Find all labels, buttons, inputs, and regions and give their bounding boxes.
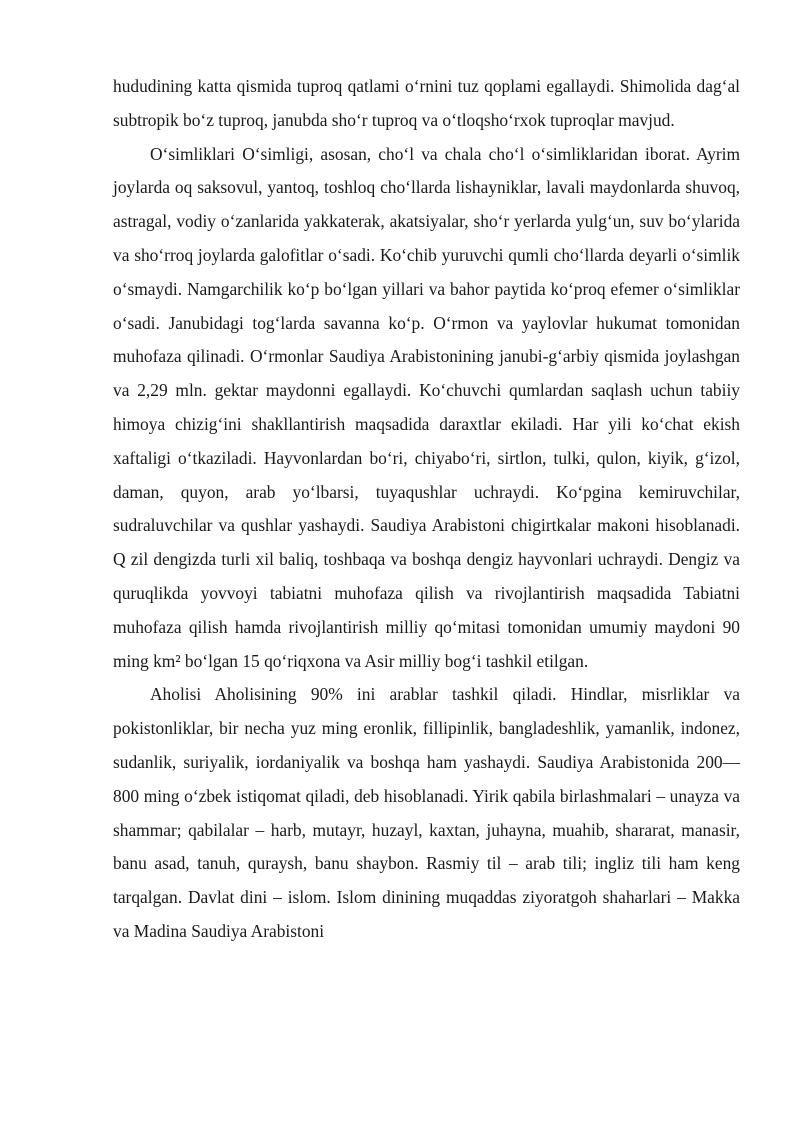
paragraph-population: Aholisi Aholisining 90% ini arablar tashkil qiladi. Hindlar, misrliklar va pokistonliklar, bir necha yuz ming eronlik, fillipinlik, bangladeshlik, yamanlik, indonez, sudanlik, suriyalik, iordaniyalik va boshqa ham yashaydi. Saudiya Arabistonida 200—800 ming oʻzbek istiqomat qiladi, deb hisoblanadi. Yirik qabila birlashmalari – unayza va shammar; qabilalar – harb, mutayr, huzayl, kaxtan, juhayna, muahib, shararat, manasir, banu asad, tanuh, quraysh, banu shaybon. Rasmiy til – arab tili; ingliz tili ham keng tarqalgan. Davlat dini – islom. Islom dinining muqaddas ziyoratgoh shaharlari – Makka va Madina Saudiya Arabistoni — [113, 684, 740, 941]
paragraph-soil-continuation: hududining katta qismida tuproq qatlami oʻrnini tuz qoplami egallaydi. Shimolida dagʻal subtropik boʻz tuproq, janubda shoʻr tuproq va oʻtloqshoʻrxok tuproqlar mavjud. — [113, 76, 740, 130]
paragraph-vegetation-fauna: Oʻsimliklari Oʻsimligi, asosan, choʻl va chala choʻl oʻsimliklaridan iborat. Ayrim joylarda oq saksovul, yantoq, toshloq choʻllarda lishayniklar, lavali maydonlarda shuvoq, astragal, vodiy oʻzanlarida yakkaterak, akatsiyalar, shoʻr yerlarda yulgʻun, suv boʻylarida va shoʻrroq joylarda galofitlar oʻsadi. Koʻchib yuruvchi qumli choʻllarda deyarli oʻsimlik oʻsmaydi. Namgarchilik koʻp boʻlgan yillari va bahor paytida koʻproq efemer oʻsimliklar oʻsadi. Janubidagi togʻlarda savanna koʻp. Oʻrmon va yaylovlar hukumat tomonidan muhofaza qilinadi. Oʻrmonlar Saudiya Arabistonining janubi-gʻarbiy qismida joylashgan va 2,29 mln. gektar maydonni egallaydi. Koʻchuvchi qumlardan saqlash uchun tabiiy himoya chizigʻini shakllantirish maqsadida daraxtlar ekiladi. Har yili koʻchat ekish xaftaligi oʻtkaziladi. Hayvonlardan boʻri, chiyaboʻri, sirtlon, tulki, qulon, kiyik, gʻizol, daman, quyon, arab yoʻlbarsi, tuyaqushlar uchraydi. Koʻpgina kemiruvchilar, sudraluvchilar va qushlar yashaydi. Saudiya Arabistoni chigirtkalar makoni hisoblanadi. Q zil dengizda turli xil baliq, toshbaqa va boshqa dengiz hayvonlari uchraydi. Dengiz va quruqlikda yovvoyi tabiatni muhofaza qilish va rivojlantirish maqsadida Tabiatni muhofaza qilish hamda rivojlantirish milliy qoʻmitasi tomonidan umumiy maydoni 90 ming km² boʻlgan 15 qoʻriqxona va Asir milliy bogʻi tashkil etilgan. — [113, 143, 740, 671]
document-page — [113, 70, 740, 949]
